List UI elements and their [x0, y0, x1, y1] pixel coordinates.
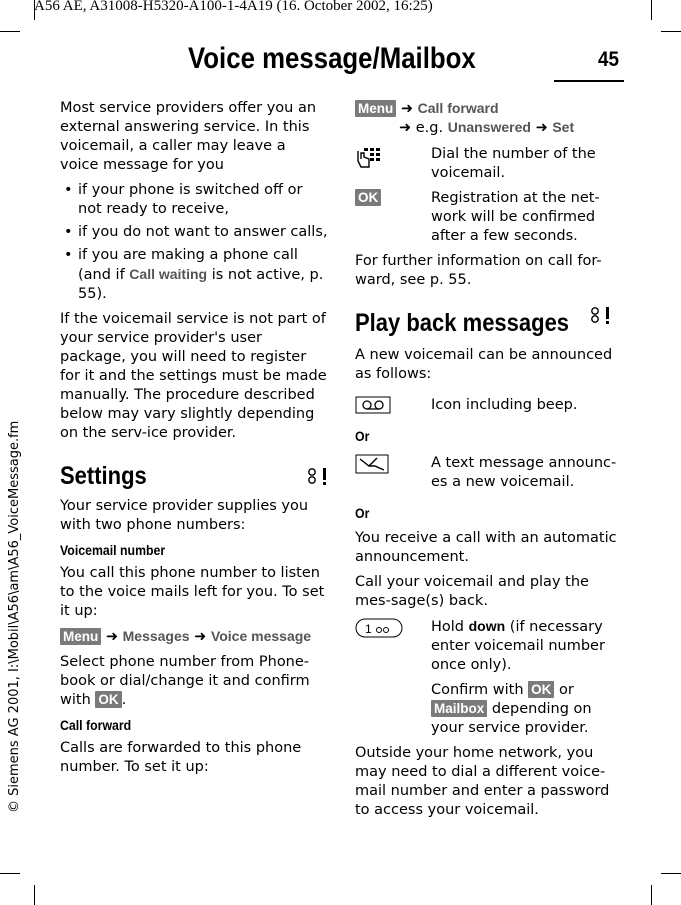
crop-mark — [0, 31, 20, 32]
mailbox-key: Mailbox — [431, 700, 487, 717]
further-info: For further information on call for-ward, see p. 55. — [355, 253, 602, 288]
call-waiting-softkey: Call waiting — [129, 266, 208, 282]
bullet-list — [60, 181, 328, 304]
call-forward-heading: Call forward — [60, 717, 132, 733]
ok-key: OK — [355, 189, 381, 206]
voicemail-icon — [355, 396, 391, 414]
confirm-row — [355, 681, 627, 738]
right-column — [355, 99, 627, 826]
menu-path-cf: Menu ➜ Call forward ➜ e.g. Unanswered ➜ Set — [355, 99, 627, 137]
list-item: • if you are making a phone call (and if Call waiting is not active, p. 55). — [60, 246, 328, 304]
paragraph: If the voicemail service is not part of your service provider's user package, you will need to register for it and the settings must be made manually. The procedure described below may vary slightly depending on the serv-ice provider. — [60, 311, 327, 441]
registration-row — [355, 189, 627, 246]
crop-mark — [34, 885, 35, 905]
left-column — [60, 99, 328, 783]
ok-key: OK — [528, 681, 554, 698]
document-header: A56 AE, A31008-H5320-A100-1-4A19 (16. October 2002, 16:25) — [34, 0, 433, 14]
call-text: You receive a call with an automatic announcement. — [355, 530, 617, 565]
crop-mark — [651, 885, 652, 905]
menu-key: Menu — [355, 100, 396, 117]
side-copyright: © Siemens AG 2001, I:\Mobil\A56\am\A56_VoiceMessage.fm — [7, 420, 22, 813]
play-back-heading: Play back messages — [355, 309, 570, 337]
hold-text: Hold down (if necessary enter voicemail number once only). — [431, 618, 605, 673]
keypad-icon — [355, 145, 381, 169]
hold-row — [355, 617, 627, 675]
crop-mark — [661, 31, 681, 32]
sms-row — [355, 454, 627, 492]
crop-mark — [661, 873, 681, 874]
svg-text:1: 1 — [365, 622, 372, 636]
sms-text: A text message announc-es a new voicemail. — [431, 455, 617, 490]
or-label: Or — [355, 428, 370, 444]
settings-heading: Settings — [60, 462, 147, 490]
intro-text: Most service providers offer you an external answering service. In this voicemail, a caller may leave a voice message for you — [60, 100, 317, 173]
network-service-icon — [304, 466, 330, 488]
page-title: Voice message/Mailbox — [188, 42, 476, 75]
voicemail-number-text: You call this phone number to listen to the voice mails left for you. To set it up: — [60, 565, 325, 619]
menu-path: Menu ➜ Messages ➜ Voice message — [60, 627, 328, 647]
select-text: Select phone number from Phone-book or dial/change it and confirm with OK . — [60, 654, 310, 708]
ok-key: OK — [95, 691, 121, 708]
voicemail-number-heading: Voicemail number — [60, 542, 166, 558]
crop-mark — [0, 873, 20, 874]
confirm-text: Confirm with OK or Mailbox depending on your service provider. — [431, 682, 592, 736]
voicemail-icon-row — [355, 396, 627, 415]
registration-text: Registration at the net-work will be confirmed after a few seconds. — [431, 190, 600, 244]
dial-row — [355, 145, 627, 183]
key-1-icon — [355, 617, 403, 639]
list-item: • if your phone is switched off or not ready to receive, — [60, 181, 328, 219]
list-item: • if you do not want to answer calls, — [60, 223, 328, 242]
settings-text: Your service provider supplies you with two phone numbers: — [60, 498, 309, 533]
call-forward-text: Calls are forwarded to this phone number. To set it up: — [60, 740, 302, 775]
menu-key: Menu — [60, 628, 101, 645]
call-voicemail-text: Call your voicemail and play the mes-sage(s) back. — [355, 574, 589, 609]
network-service-icon — [587, 305, 613, 327]
icon-text: Icon including beep. — [431, 397, 578, 413]
outside-text: Outside your home network, you may need to dial a different voice-mail number and enter a password to access your voicemail. — [355, 745, 610, 818]
page-number-rule — [554, 80, 624, 82]
play-intro: A new voicemail can be announced as follows: — [355, 347, 613, 382]
page-number: 45 — [598, 48, 620, 71]
crop-mark — [651, 0, 652, 20]
or-label: Or — [355, 505, 370, 521]
envelope-icon — [355, 454, 389, 474]
dial-text: Dial the number of the voicemail. — [431, 146, 596, 181]
